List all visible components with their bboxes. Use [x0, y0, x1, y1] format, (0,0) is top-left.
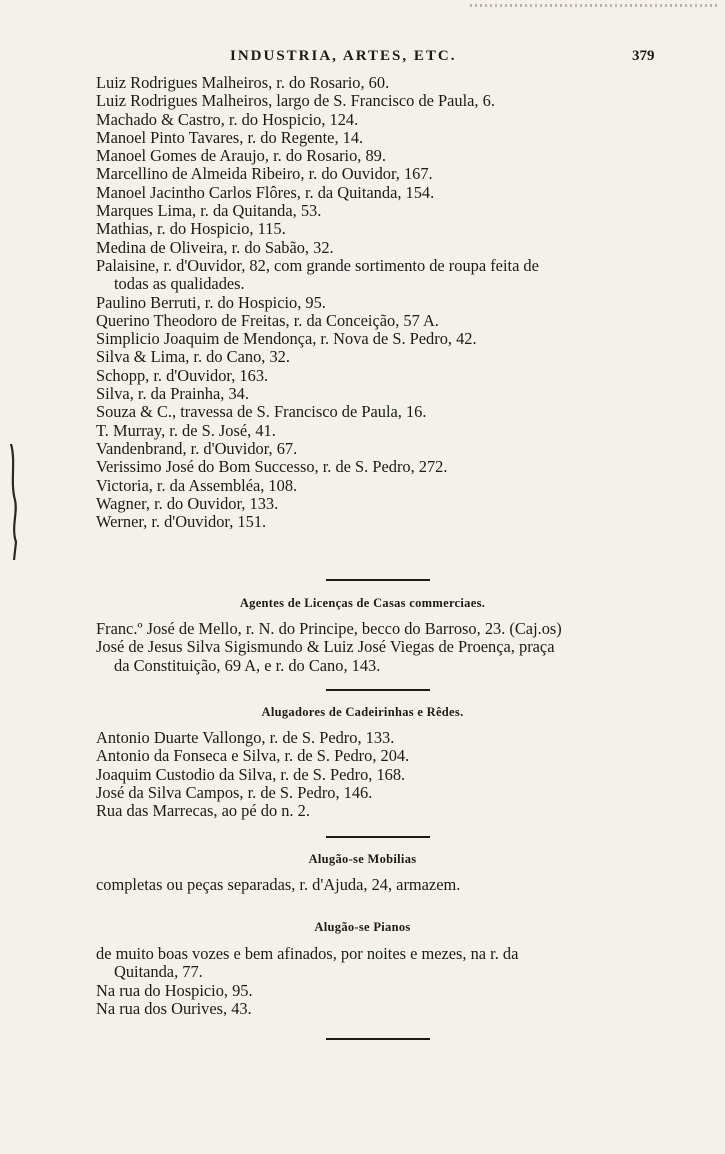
list-item: Silva & Lima, r. do Cano, 32.: [96, 347, 290, 367]
list-item: Machado & Castro, r. do Hospicio, 124.: [96, 109, 359, 129]
list-item: Souza & C., travessa de S. Francisco de Paula, 16.: [96, 402, 427, 422]
list-item: de muito boas vozes e bem afinados, por noites e mezes, na r. da: [96, 944, 519, 963]
list-item: José de Jesus Silva Sigismundo & Luiz José Viegas de Proença, praça: [96, 637, 555, 657]
list-item-continuation: Quitanda, 77.: [114, 962, 203, 982]
list-item: José da Silva Campos, r. de S. Pedro, 146.: [96, 782, 373, 802]
list-item: Schopp, r. d'Ouvidor, 163.: [96, 365, 269, 385]
list-item: Marques Lima, r. da Quitanda, 53.: [96, 201, 322, 221]
running-head-title: INDUSTRIA, ARTES, ETC.: [230, 48, 457, 64]
list-item: Manoel Jacintho Carlos Flôres, r. da Quitanda, 154.: [96, 182, 435, 202]
directory-list: [96, 74, 666, 531]
list-item: Werner, r. d'Ouvidor, 151.: [96, 512, 267, 532]
list-item: Paulino Berruti, r. do Hospicio, 95.: [96, 292, 326, 312]
piano-rental-list: [96, 945, 666, 1018]
list-item: Rua das Marrecas, ao pé do n. 2.: [96, 801, 310, 821]
list-item: Victoria, r. da Assembléa, 108.: [96, 475, 298, 495]
list-item: Na rua do Hospicio, 95.: [96, 980, 253, 1000]
section-divider: [326, 689, 430, 691]
list-item: Marcellino de Almeida Ribeiro, r. do Ouvidor, 167.: [96, 164, 433, 184]
section-divider: [326, 836, 430, 838]
running-head: [0, 48, 725, 68]
furniture-rental-list: [96, 876, 666, 894]
list-item: Simplicio Joaquim de Mendonça, r. Nova de S. Pedro, 42.: [96, 329, 477, 349]
list-item: Na rua dos Ourives, 43.: [96, 998, 252, 1018]
agents-list: [96, 620, 666, 675]
list-item: Wagner, r. do Ouvidor, 133.: [96, 493, 279, 513]
list-item: Antonio da Fonseca e Silva, r. de S. Pedro, 204.: [96, 746, 410, 766]
list-item: Verissimo José do Bom Successo, r. de S. Pedro, 272.: [96, 457, 448, 477]
list-item: Vandenbrand, r. d'Ouvidor, 67.: [96, 438, 298, 458]
list-item: Silva, r. da Prainha, 34.: [96, 384, 249, 404]
section-divider: [326, 1038, 430, 1040]
list-item: Joaquim Custodio da Silva, r. de S. Pedro, 168.: [96, 764, 406, 784]
list-item: Manoel Pinto Tavares, r. do Regente, 14.: [96, 127, 364, 147]
list-item: Manoel Gomes de Araujo, r. do Rosario, 89.: [96, 146, 386, 166]
section-heading: Alugadores de Cadeirinhas e Rêdes.: [261, 705, 464, 719]
list-item-continuation: da Constituição, 69 A, e r. do Cano, 143.: [114, 655, 381, 675]
section-divider: [326, 579, 430, 581]
margin-brace-mark: [8, 442, 20, 562]
list-item: Medina de Oliveira, r. do Sabão, 32.: [96, 237, 334, 257]
list-item: Luiz Rodrigues Malheiros, r. do Rosario, 60.: [96, 73, 390, 92]
list-item-continuation: todas as qualidades.: [114, 274, 245, 294]
list-item: Franc.º José de Mello, r. N. do Principe, becco do Barroso, 23. (Caj.os): [96, 619, 562, 638]
section-heading: Agentes de Licenças de Casas commerciaes.: [239, 596, 486, 610]
print-speckle: [470, 4, 720, 7]
list-item: Luiz Rodrigues Malheiros, largo de S. Francisco de Paula, 6.: [96, 91, 495, 111]
list-item: Mathias, r. do Hospicio, 115.: [96, 219, 286, 239]
chair-rental-list: [96, 729, 666, 820]
list-item: completas ou peças separadas, r. d'Ajuda, 24, armazem.: [96, 875, 461, 894]
list-item: Palaisine, r. d'Ouvidor, 82, com grande sortimento de roupa feita de: [96, 255, 539, 275]
section-heading: Alugão-se Pianos: [314, 920, 411, 934]
list-item: Querino Theodoro de Freitas, r. da Conceição, 57 A.: [96, 310, 439, 330]
page-number: 379: [632, 48, 655, 64]
list-item: Antonio Duarte Vallongo, r. de S. Pedro, 133.: [96, 728, 395, 747]
list-item: T. Murray, r. de S. José, 41.: [96, 420, 276, 440]
section-heading: Alugão-se Mobilias: [308, 852, 417, 866]
